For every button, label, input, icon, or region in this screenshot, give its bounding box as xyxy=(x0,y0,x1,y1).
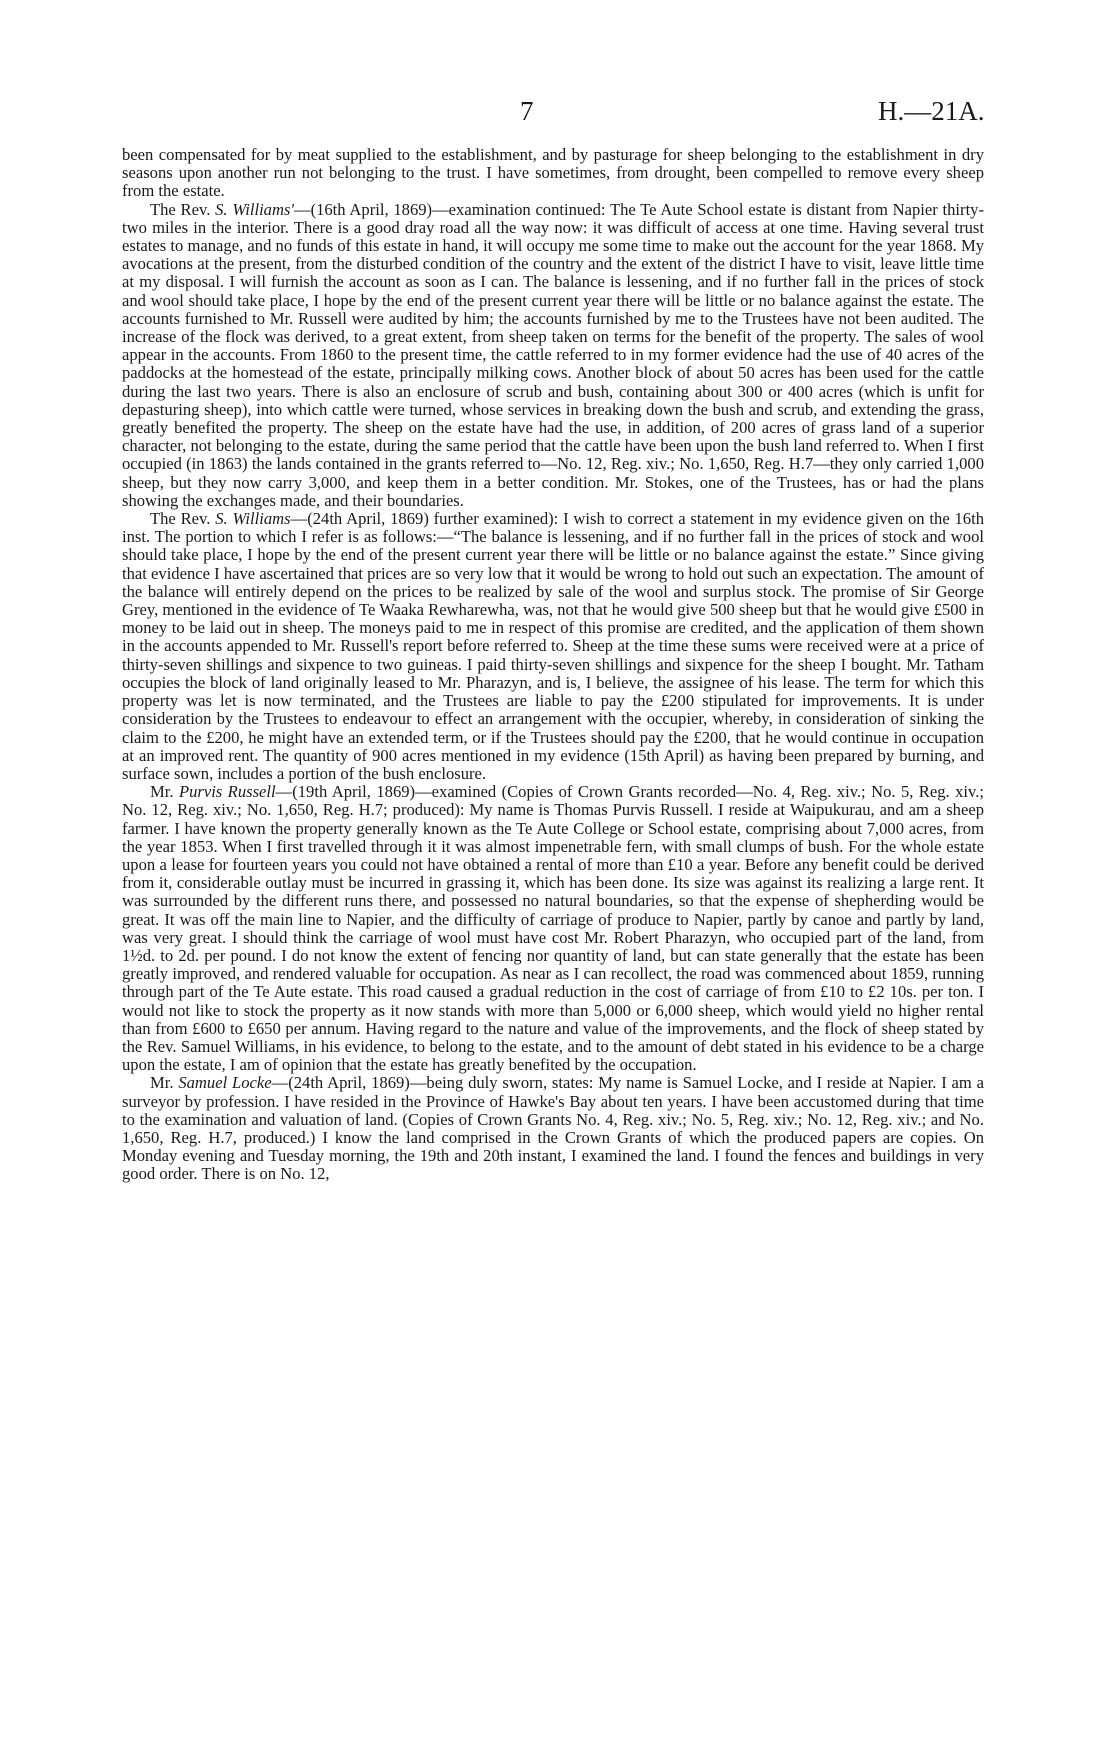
paragraph-text: —(16th April, 1869)—examination continued: The Te Aute School estate is distant from Napier thirty-two miles in the interior. There is a good dray road all the way now: it was difficult of access at one time. Having several trust estates to manage, and no funds of this estate in hand, it will occupy me some time to make out the account for the year 1868. My avocations at the present, from the disturbed condition of the country and the extent of the district I have to visit, leave little time at my disposal. I will furnish the account as soon as I can. The balance is lessening, and if no further fall in the prices of stock and wool should take place, I hope by the end of the present current year there will be little or no balance against the estate. The accounts furnished to Mr. Russell were audited by him; the accounts furnished by me to the Trustees have not been audited. The increase of the flock was derived, to a great extent, from sheep taken on terms for the benefit of the property. The sales of wool appear in the accounts. From 1860 to the present time, the cattle referred to in my former evidence had the use of 40 acres of the paddocks at the homestead of the estate, principally milking cows. Another block of about 50 acres has been used for the cattle during the last two years. There is also an enclosure of scrub and bush, containing about 300 or 400 acres (which is unfit for depasturing sheep), into which cattle were turned, whose services in breaking down the bush and scrub, and extending the grass, greatly benefited the property. The sheep on the estate have had the use, in addition, of 200 acres of grass land of a superior character, not belonging to the estate, during the same period that the cattle have been upon the bush land referred to. When I first occupied (in 1863) the lands contained in the grants referred to—No. 12, Reg. xiv.; No. 1,650, Reg. H.7—they only carried 1,000 sheep, but they now carry 3,000, and keep them in a better condition. Mr. Stokes, one of the Trustees, has or had the plans showing the exchanges made, and their boundaries. xyxy=(122,199,985,510)
paragraph-continuation xyxy=(122,146,984,201)
paragraph-text: —(24th April, 1869) further examined): I wish to correct a statement in my evidence given on the 16th inst. The portion to which I refer is as follows:—“The balance is lessening, and if no further fall in the prices of stock and wool should take place, I hope by the end of the present current year there will be little or no balance against the estate.” Since giving that evidence I have ascertained that prices are so very low that it would be wrong to hold out such an expectation. The amount of the balance will entirely depend on the prices to be realized by sale of the wool and surplus stock. The promise of Sir George Grey, mentioned in the evidence of Te Waaka Rewharewha, was, not that he would give 500 sheep but that he would give £500 in money to be laid out in sheep. The moneys paid to me in respect of this promise are credited, and the application of them shown in the accounts appended to Mr. Russell's report before referred to. Sheep at the time these sums were received were at a price of thirty-seven shillings and sixpence to two guineas. I paid thirty-seven shillings and sixpence for the sheep I bought. Mr. Tatham occupies the block of land originally leased to Mr. Pharazyn, and is, I believe, the assignee of his lease. The term for which this property was let is now terminated, and the Trustees are liable to pay the £200 stipulated for improvements. It is under consideration by the Trustees to endeavour to effect an arrangement with the occupier, whereby, in consideration of sinking the claim to the £200, he might have an extended term, or if the Trustees should pay the £200, that he would continue in occupation at an improved rent. The quantity of 900 acres mentioned in my evidence (15th April) as having been prepared by burning, and surface sown, includes a portion of the bush enclosure. xyxy=(122,509,985,783)
paper-identifier: H.—21A. xyxy=(878,96,985,126)
witness-name: Samuel Locke xyxy=(178,1073,272,1093)
paragraph-text: —(19th April, 1869)—examined (Copies of Crown Grants recorded—No. 4, Reg. xiv.; No. 5, Reg. xiv.; No. 12, Reg. xiv.; No. 1,650, Reg. H.7; produced): My name is Thomas Purvis Russell. I reside at Waipukurau, and am a sheep farmer. I have known the property generally known as the Te Aute College or School estate, comprising about 7,000 acres, from the year 1853. When I first travelled through it it was almost impenetrable fern, with small clumps of bush. For the whole estate upon a lease for fourteen years you could not have obtained a rental of more than £10 a year. Before any benefit could be derived from it, considerable outlay must be incurred in grassing it, which has been done. Its size was against its realizing a large rent. It was surrounded by the different runs there, and possessed no natural boundaries, so that the expense of shepherding would be great. It was off the main line to Napier, and the difficulty of carriage of produce to Napier, partly by canoe and partly by land, was very great. I should think the carriage of wool must have cost Mr. Robert Pharazyn, who occupied part of the land, from 1½d. to 2d. per pound. I do not know the extent of fencing nor quantity of land, but can state generally that the estate has been greatly improved, and rendered valuable for occupation. As near as I can recollect, the road was commenced about 1859, running through part of the Te Aute estate. This road caused a gradual reduction in the cost of carriage of from £10 to £2 10s. per ton. I would not like to stock the property as it now stands with more than 5,000 or 6,000 sheep, which would yield no higher rental than from £600 to £650 per annum. Having regard to the nature and value of the improvements, and the flock of sheep stated by the Rev. Samuel Williams, in his evidence, to belong to the estate, and to the amount of debt stated in his evidence to be a charge upon the estate, I am of opinion that the estate has greatly benefited by the occupation. xyxy=(122,782,984,1075)
paragraph-text: Mr. xyxy=(150,782,179,802)
witness-name: S. Williams' xyxy=(215,199,294,219)
paragraph-text: Mr. xyxy=(150,1073,179,1093)
paragraph-text: —(24th April, 1869)—being duly sworn, states: My name is Samuel Locke, and I reside at Napier. I am a surveyor by profession. I have resided in the Province of Hawke's Bay about ten years. I have been accustomed during that time to the examination and valuation of land. (Copies of Crown Grants No. 4, Reg. xiv.; No. 5, Reg. xiv.; No. 12, Reg. xiv.; and No. 1,650, Reg. H.7, produced.) I know the land comprised in the Crown Grants of which the produced papers are copies. On Monday evening and Tuesday morning, the 19th and 20th instant, I examined the land. I found the fences and buildings in very good order. There is on No. 12, xyxy=(122,1073,984,1184)
witness-name: Purvis Russell xyxy=(178,782,276,802)
page-number: 7 xyxy=(520,96,534,126)
paragraph-russell-19-april xyxy=(122,783,984,1074)
paragraph-williams-16-april xyxy=(122,201,984,510)
paragraph-locke-24-april xyxy=(122,1074,984,1183)
witness-name: S. Williams xyxy=(215,509,291,529)
paragraph-williams-24-april xyxy=(122,510,984,783)
paragraph-text: The Rev. xyxy=(150,509,216,529)
document-body xyxy=(122,146,984,1184)
paragraph-text: The Rev. xyxy=(150,199,216,219)
paragraph-text: been compensated for by meat supplied to the establishment, and by pasturage for sheep belonging to the establishment in dry seasons upon another run not belonging to the trust. I have sometimes, from drought, been compelled to remove every sheep from the estate. xyxy=(122,145,984,201)
